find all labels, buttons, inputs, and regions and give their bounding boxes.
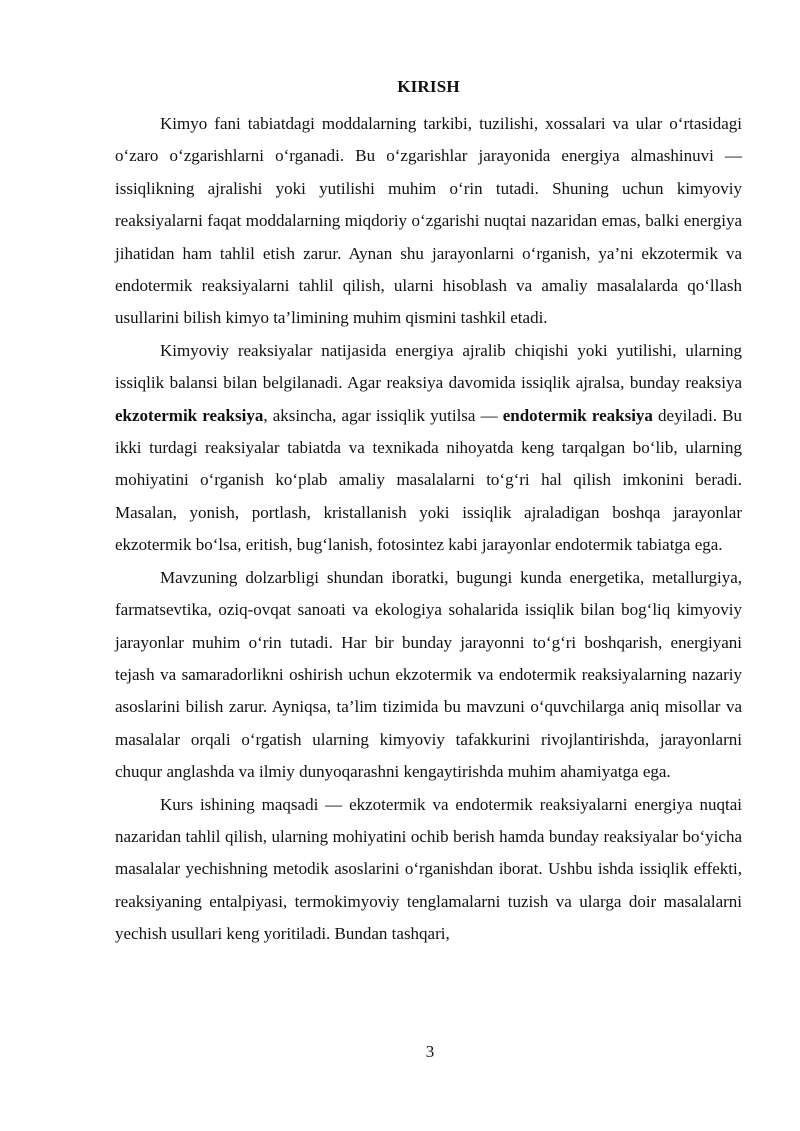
paragraph-text-segment: deyiladi. Bu ikki turdagi reaksiyalar tabiatda va texnikada nihoyatda keng tarqalgan bo‘lib, ularning mohiyatini o‘rganish ko‘plab amaliy masalalarni to‘g‘ri hal qilish imkonini beradi. Masalan, yonish, portlash, kristallanish yoki issiqlik ajraladigan boshqa jarayonlar ekzotermik bo‘lsa, eritish, bug‘lanish, fotosintez kabi jarayonlar endotermik tabiatga ega.: [115, 405, 742, 555]
bold-term-exothermic: ekzotermik reaksiya: [115, 405, 264, 425]
paragraph-reaction-types: [115, 335, 742, 562]
page-content: [115, 72, 742, 951]
paragraph-course-goal: Kurs ishining maqsadi — ekzotermik va endotermik reaksiyalarni energiya nuqtai nazaridan tahlil qilish, ularning mohiyatini ochib berish hamda bunday reaksiyalar bo‘yicha masalalar yechishning metodik asoslarini o‘rganishdan iborat. Ushbu ishda issiqlik effekti, reaksiyaning entalpiyasi, termokimyoviy tenglamalarni tuzish va ularga doir masalalarni yechish usullari keng yoritiladi. Bundan tashqari,: [115, 794, 742, 944]
paragraph-introduction: Kimyo fani tabiatdagi moddalarning tarkibi, tuzilishi, xossalari va ular o‘rtasidagi o‘zaro o‘zgarishlarni o‘rganadi. Bu o‘zgarishlar jarayonida energiya almashinuvi — issiqlikning ajralishi yoki yutilishi muhim o‘rin tutadi. Shuning uchun kimyoviy reaksiyalarni faqat moddalarning miqdoriy o‘zgarishi nuqtai nazaridan emas, balki energiya jihatidan ham tahlil etish zarur. Aynan shu jarayonlarni o‘rganish, ya’ni ekzotermik va endotermik reaksiyalarni tahlil qilish, ularni hisoblash va amaliy masalalarda qo‘llash usullarini bilish kimyo ta’limining muhim qismini tashkil etadi.: [115, 114, 742, 328]
bold-term-endothermic: endotermik reaksiya: [502, 405, 653, 425]
page-title: KIRISH: [397, 77, 460, 96]
paragraph-text-segment: , aksincha, agar issiqlik yutilsa —: [263, 405, 503, 425]
paragraph-text-segment: Kimyoviy reaksiyalar natijasida energiya ajralib chiqishi yoki yutilishi, ularning issiqlik balansi bilan belgilanadi. Agar reaksiya davomida issiqlik ajralsa, bunday reaksiya: [115, 340, 742, 393]
paragraph-relevance: Mavzuning dolzarbligi shundan iboratki, bugungi kunda energetika, metallurgiya, farmatsevtika, oziq-ovqat sanoati va ekologiya sohalarida issiqlik bilan bog‘liq kimyoviy jarayonlar muhim o‘rin tutadi. Har bir bunday jarayonni to‘g‘ri boshqarish, energiyani tejash va samaradorlikni oshirish uchun ekzotermik va endotermik reaksiyalarning nazariy asoslarini bilish zarur. Ayniqsa, ta’lim tizimida bu mavzuni o‘quvchilarga aniq misollar va masalalar orqali o‘rgatish ularning kimyoviy tafakkurini rivojlantirishda, jarayonlarni chuqur anglashda va ilmiy dunyoqarashni kengaytirishda muhim ahamiyatga ega.: [115, 567, 742, 782]
page-number: 3: [425, 1042, 435, 1061]
